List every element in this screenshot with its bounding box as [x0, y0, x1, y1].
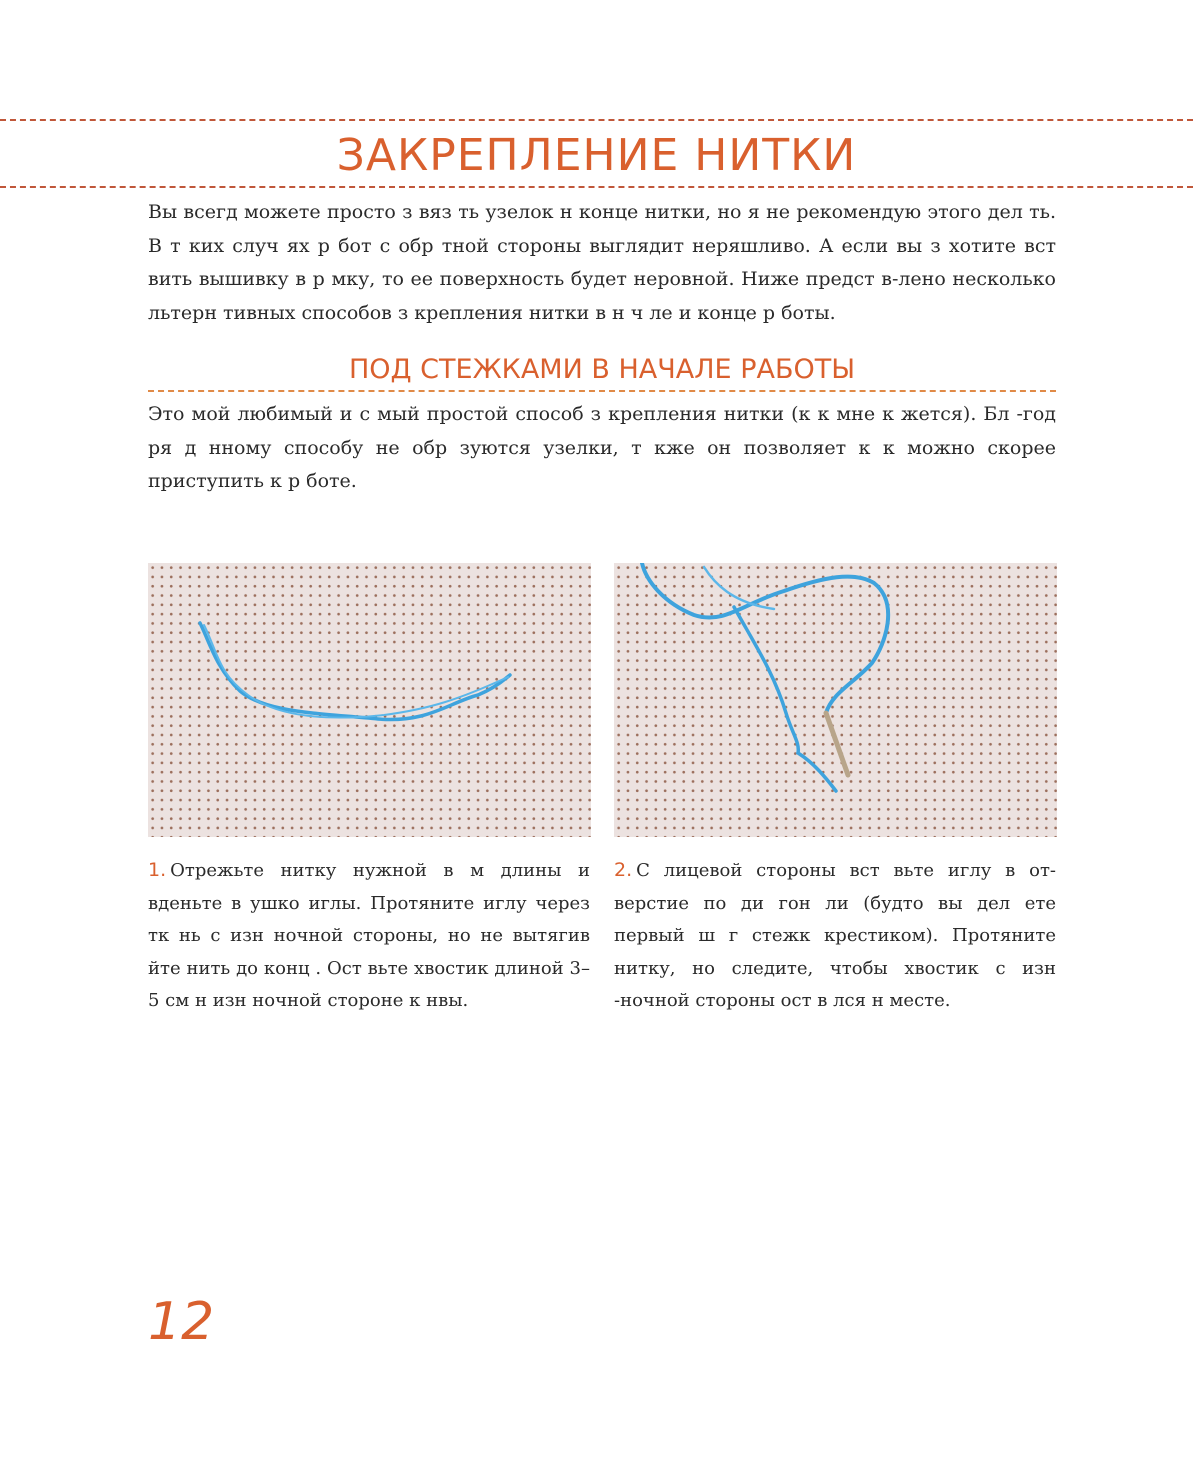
step-2-number: 2. [614, 859, 633, 881]
title-dashed-rule [0, 186, 1193, 188]
page-number: 12 [148, 1292, 215, 1352]
step-2-photo [614, 563, 1057, 837]
section-dashed-rule [148, 390, 1056, 392]
needle-icon [826, 713, 848, 775]
intro-paragraph: Вы всегд можете просто з вяз ть узелок н конце нитки, но я не рекомендую этого дел ть. В т ких случ ях р бот с обр тной стороны выглядит неряшливо. А если вы з хотите вст вить вышивку в р мку, то ее поверхность будет неровной. Ниже предст в-лено несколько льтерн тивных способов з крепления нитки в н ч ле и конце р боты. [148, 201, 1056, 324]
section-heading: ПОД СТЕЖКАМИ В НАЧАЛЕ РАБОТЫ [348, 354, 856, 385]
step-1-caption [148, 854, 590, 1018]
top-dashed-rule [0, 119, 1193, 121]
step-1-photo [148, 563, 591, 837]
section-paragraph: Это мой любимый и с мый простой способ з крепления нитки (к к мне к жется). Бл -год ря д нному способу не обр зуются узелки, т кже он позволяет к к можно скорее приступить к р боте. [148, 403, 1056, 492]
step-2-text: С лицевой стороны вст вьте иглу в от-верстие по ди гон ли (будто вы дел ете первый ш г стежк крестиком). Протяните нитку, но следите, чтобы хвостик с изн -ночной стороны ост в лся н месте. [614, 860, 1056, 1011]
step-2-caption [614, 854, 1056, 1018]
page-title: ЗАКРЕПЛЕНИЕ НИТКИ [336, 130, 857, 181]
step-1-number: 1. [148, 859, 167, 881]
thread-illustration [148, 563, 591, 837]
thread-needle-illustration [614, 563, 1057, 837]
step-1-text: Отрежьте нитку нужной в м длины и вденьте в ушко иглы. Протяните иглу через тк нь с изн ночной стороны, но не вытягив йте нить до конц . Ост вьте хвостик длиной 3–5 см н изн ночной стороне к нвы. [148, 860, 590, 1011]
